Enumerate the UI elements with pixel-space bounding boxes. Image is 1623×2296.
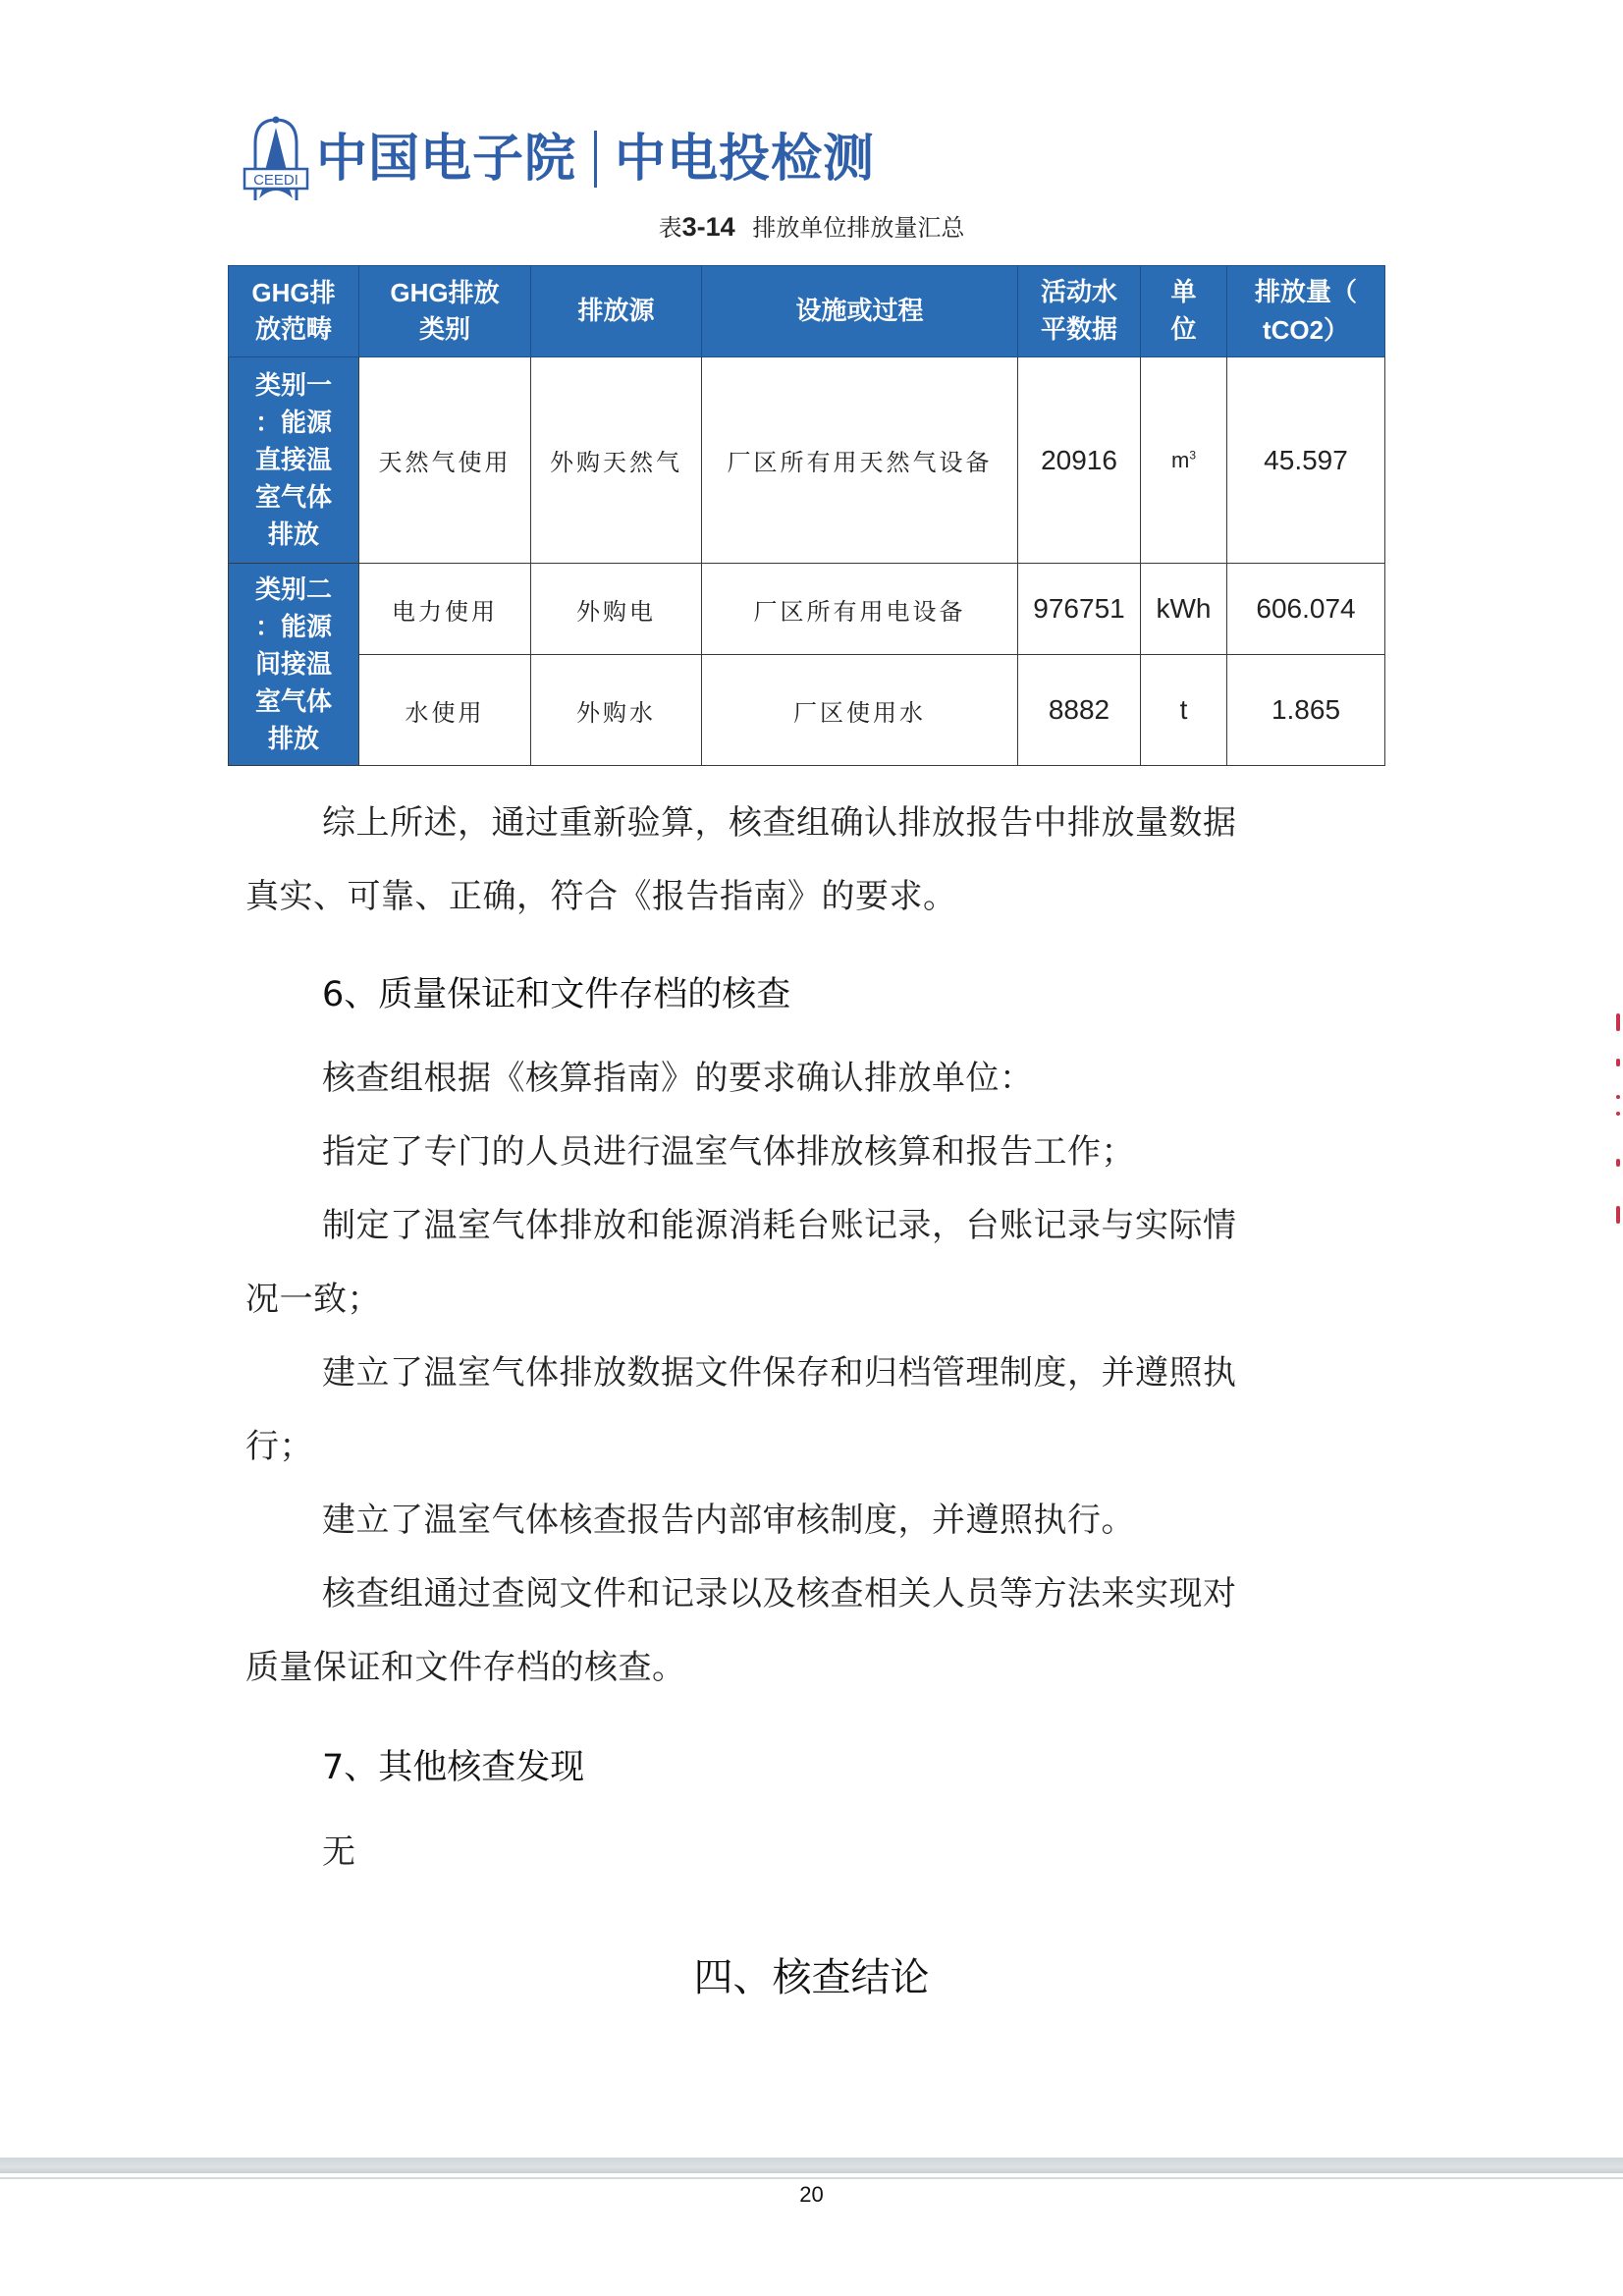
s6-paragraph-4-line2: 行； (245, 1427, 313, 1466)
unit-cell: t (1141, 655, 1227, 766)
facility-cell: 厂区所有用天然气设备 (702, 357, 1018, 564)
table-row (229, 564, 1385, 655)
seal-fragment (1616, 1059, 1620, 1066)
seal-fragment (1616, 1206, 1620, 1224)
chapter-heading: 四、核查结论 (693, 1955, 930, 2000)
seal-fragment (1616, 1095, 1620, 1099)
s7-paragraph-1: 无 (322, 1832, 356, 1872)
footer-divider (0, 2177, 1623, 2179)
category-cell: 水使用 (359, 655, 531, 766)
division-name: 中电投检测 (615, 130, 876, 189)
seal-fragment (1616, 1112, 1620, 1116)
facility-cell: 厂区使用水 (702, 655, 1018, 766)
table-row (229, 655, 1385, 766)
table-row (229, 357, 1385, 564)
s6-paragraph-1: 核查组根据《核算指南》的要求确认排放单位： (322, 1059, 1034, 1098)
source-cell: 外购水 (531, 655, 702, 766)
caption-number: 3-14 (681, 212, 735, 242)
scope-cell-1: 类别一 ：能源 直接温 室气体 排放 (229, 357, 359, 564)
col-header-emission: 排放量（ tCO2） (1227, 266, 1385, 357)
section-6-heading: 6、质量保证和文件存档的核查 (322, 975, 791, 1014)
col-header-category: GHG排放 类别 (359, 266, 531, 357)
s6-paragraph-3-line2: 况一致； (245, 1280, 381, 1319)
caption-title: 排放单位排放量汇总 (752, 214, 965, 242)
activity-cell: 8882 (1018, 655, 1141, 766)
summary-paragraph-line2: 真实、可靠、正确，符合《报告指南》的要求。 (245, 877, 957, 916)
col-header-facility: 设施或过程 (702, 266, 1018, 357)
unit-cell: kWh (1141, 564, 1227, 655)
activity-cell: 20916 (1018, 357, 1141, 564)
s6-paragraph-6-line2: 质量保证和文件存档的核查。 (245, 1648, 686, 1687)
table-caption (0, 208, 1623, 243)
s6-paragraph-2: 指定了专门的人员进行温室气体排放核算和报告工作； (322, 1132, 1135, 1172)
s6-paragraph-3-line1: 制定了温室气体排放和能源消耗台账记录，台账记录与实际情 (322, 1206, 1237, 1245)
table-header-row (229, 266, 1385, 357)
page-number: 20 (799, 2182, 824, 2207)
company-logo (242, 114, 875, 204)
s6-paragraph-4-line1: 建立了温室气体排放数据文件保存和归档管理制度，并遵照执 (322, 1353, 1237, 1393)
emission-summary-table (228, 265, 1385, 766)
activity-cell: 976751 (1018, 564, 1141, 655)
s6-paragraph-6-line1: 核查组通过查阅文件和记录以及核查相关人员等方法来实现对 (322, 1574, 1237, 1613)
ceedi-emblem-icon (242, 114, 310, 204)
emission-cell: 606.074 (1227, 564, 1385, 655)
col-header-source: 排放源 (531, 266, 702, 357)
emission-cell: 1.865 (1227, 655, 1385, 766)
scope-cell-2: 类别二 ：能源 间接温 室气体 排放 (229, 564, 359, 766)
col-header-scope: GHG排 放范畴 (229, 266, 359, 357)
col-header-unit: 单 位 (1141, 266, 1227, 357)
facility-cell: 厂区所有用电设备 (702, 564, 1018, 655)
footer-bar (0, 2158, 1623, 2173)
emission-cell: 45.597 (1227, 357, 1385, 564)
s6-paragraph-5: 建立了温室气体核查报告内部审核制度，并遵照执行。 (322, 1501, 1135, 1540)
caption-prefix: 表 (658, 214, 682, 242)
col-header-activity: 活动水 平数据 (1018, 266, 1141, 357)
source-cell: 外购天然气 (531, 357, 702, 564)
seal-fragment (1616, 1159, 1620, 1167)
logo-divider (594, 131, 597, 188)
category-cell: 电力使用 (359, 564, 531, 655)
org-name: 中国电子院 (316, 130, 577, 189)
source-cell: 外购电 (531, 564, 702, 655)
section-7-heading: 7、其他核查发现 (322, 1748, 585, 1787)
svg-text:CEEDI: CEEDI (253, 172, 298, 189)
unit-cell: $m^3$ (1141, 357, 1227, 564)
seal-fragment (1616, 1013, 1620, 1031)
summary-paragraph-line1: 综上所述，通过重新验算，核查组确认排放报告中排放量数据 (322, 803, 1237, 843)
category-cell: 天然气使用 (359, 357, 531, 564)
